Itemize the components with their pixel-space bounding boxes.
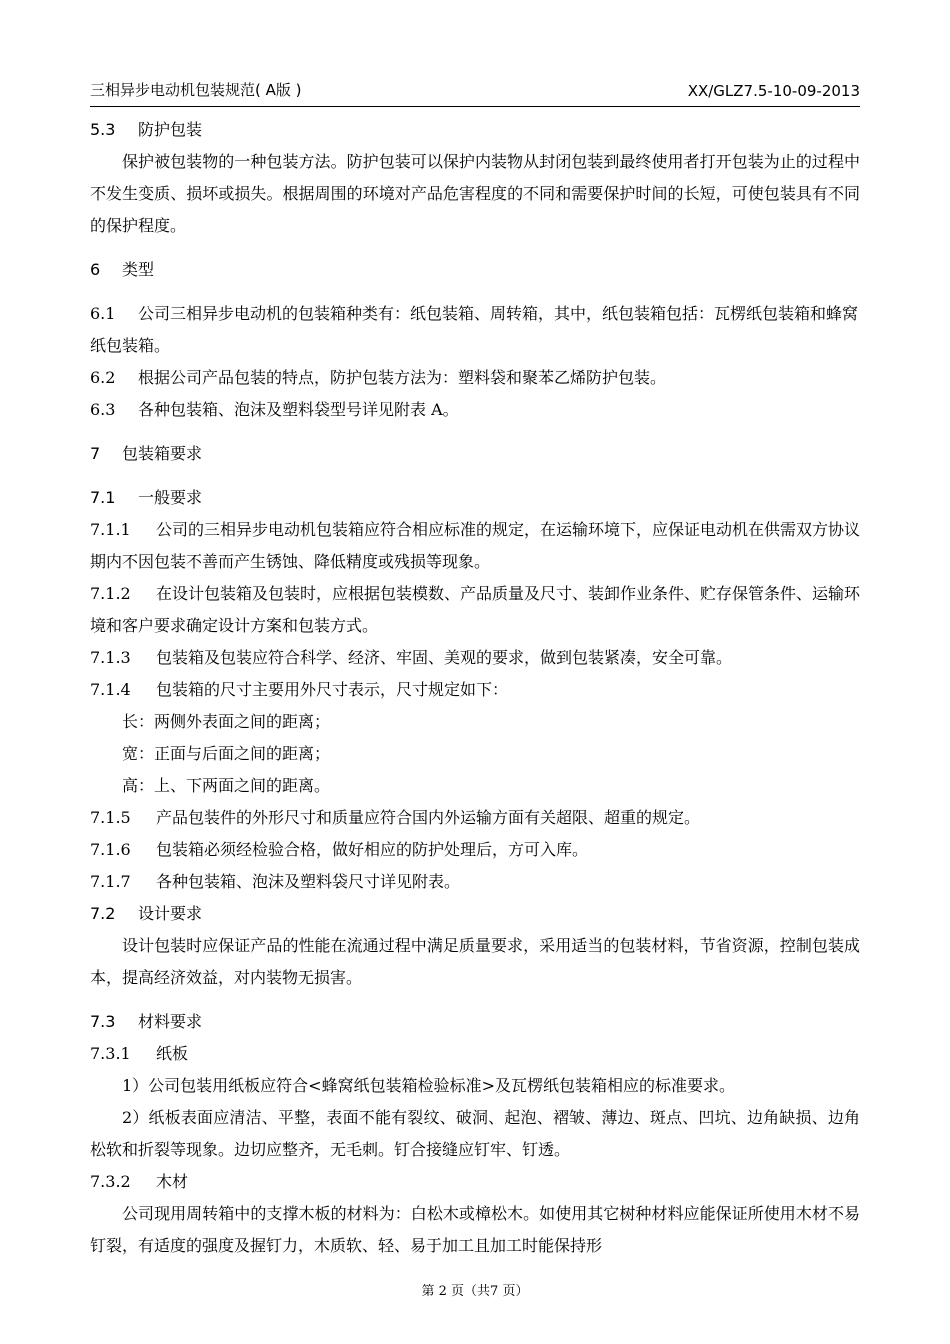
list-item: 6.3 各种包装箱、泡沫及塑料袋型号详见附表 A。 <box>90 400 459 419</box>
subsection-heading: 7.3.1 纸板 <box>90 1044 189 1063</box>
document-code: XX/GLZ7.5-10-09-2013 <box>687 82 860 100</box>
document-body <box>90 114 860 1262</box>
section-heading: 5.3 防护包装 <box>90 120 203 139</box>
dimension-item: 高：上、下两面之间的距离。 <box>122 776 331 795</box>
list-item: 7.1.5 产品包装件的外形尺寸和质量应符合国内外运输方面有关超限、超重的规定。 <box>90 808 701 827</box>
list-item: 6.2 根据公司产品包装的特点，防护包装方法为：塑料袋和聚苯乙烯防护包装。 <box>90 368 667 387</box>
page-number: 第 2 页（共7 页） <box>421 1284 529 1299</box>
paragraph: 公司现用周转箱中的支撑木板的材料为：白松木或樟松木。如使用其它树种材料应能保证所使用木材不易钉裂，有适度的强度及握钉力，木质软、轻、易于加工且加工时能保持形 <box>90 1204 860 1255</box>
list-item: 7.1.4 包装箱的尺寸主要用外尺寸表示，尺寸规定如下： <box>90 680 509 699</box>
subsection-heading: 7.3.2 木材 <box>90 1172 189 1191</box>
paragraph: 2）纸板表面应清洁、平整，表面不能有裂纹、破洞、起泡、褶皱、薄边、斑点、凹坑、边角缺损、边角松软和折裂等现象。边切应整齐，无毛刺。钉合接缝应钉牢、钉透。 <box>90 1108 860 1159</box>
list-item: 6.1 公司三相异步电动机的包装箱种类有：纸包装箱、周转箱，其中，纸包装箱包括：瓦楞纸包装箱和蜂窝纸包装箱。 <box>90 304 859 355</box>
section-heading: 7.1 一般要求 <box>90 488 203 507</box>
list-item: 7.1.6 包装箱必须经检验合格，做好相应的防护处理后，方可入库。 <box>90 840 589 859</box>
dimension-item: 宽：正面与后面之间的距离； <box>122 744 331 763</box>
section-heading: 7.2 设计要求 <box>90 904 203 923</box>
document-title: 三相异步电动机包装规范( A版 ) <box>90 81 302 99</box>
section-heading: 7 包装箱要求 <box>90 444 203 463</box>
page-header <box>90 78 860 107</box>
paragraph: 1）公司包装用纸板应符合<蜂窝纸包装箱检验标准>及瓦楞纸包装箱相应的标准要求。 <box>122 1076 735 1095</box>
list-item: 7.1.2 在设计包装箱及包装时，应根据包装模数、产品质量及尺寸、装卸作业条件、贮存保管条件、运输环境和客户要求确定设计方案和包装方式。 <box>90 584 861 635</box>
list-item: 7.1.1 公司的三相异步电动机包装箱应符合相应标准的规定，在运输环境下，应保证电动机在供需双方协议期内不因包装不善而产生锈蚀、降低精度或残损等现象。 <box>90 520 861 571</box>
paragraph: 保护被包装物的一种包装方法。防护包装可以保护内装物从封闭包装到最终使用者打开包装为止的过程中不发生变质、损坏或损失。根据周围的环境对产品危害程度的不同和需要保护时间的长短，可使包装具有不同的保护程度。 <box>90 152 860 235</box>
section-heading: 7.3 材料要求 <box>90 1012 203 1031</box>
list-item: 7.1.3 包装箱及包装应符合科学、经济、牢固、美观的要求，做到包装紧凑，安全可靠。 <box>90 648 733 667</box>
dimension-item: 长：两侧外表面之间的距离； <box>122 712 331 731</box>
paragraph: 设计包装时应保证产品的性能在流通过程中满足质量要求，采用适当的包装材料，节省资源，控制包装成本，提高经济效益，对内装物无损害。 <box>90 936 860 987</box>
section-heading: 6 类型 <box>90 260 155 279</box>
list-item: 7.1.7 各种包装箱、泡沫及塑料袋尺寸详见附表。 <box>90 872 461 891</box>
